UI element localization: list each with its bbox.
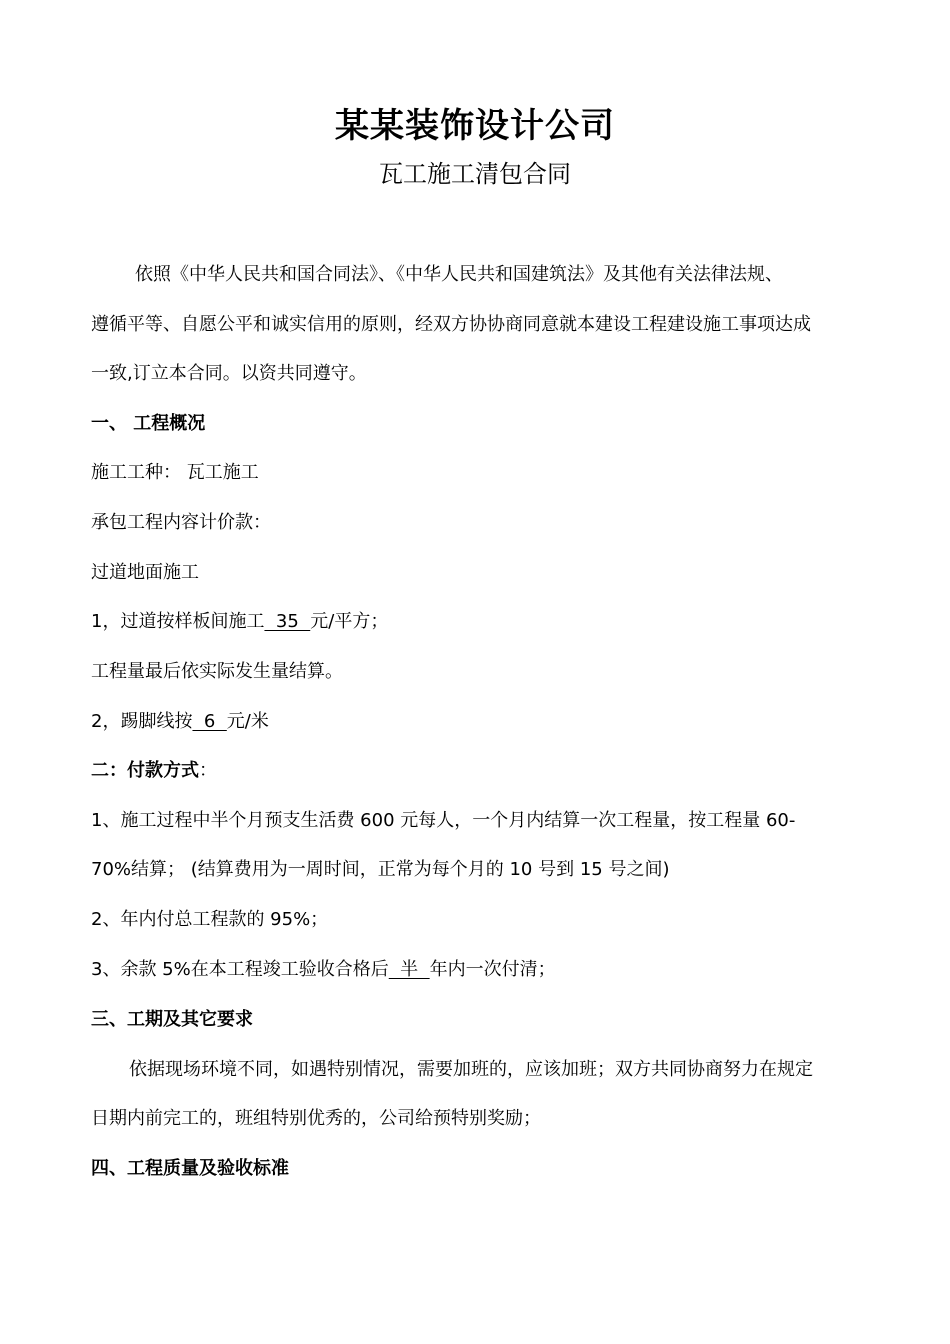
payment-item-3-prefix: 3、余款 5%在本工程竣工验收合格后 [91,959,389,980]
price-item-2-value: 6 [192,711,227,732]
section-1-heading: 一、 工程概况 [91,413,206,434]
schedule-line-2: 日期内前完工的，班组特别优秀的，公司给预特别奖励； [91,1108,541,1129]
intro-line-2: 遵循平等、自愿公平和诚实信用的原则，经双方协协商同意就本建设工程建设施工事项达成 [91,314,811,335]
corridor-label: 过道地面施工 [91,562,199,583]
company-title: 某某装饰设计公司 [335,106,615,146]
price-item-1-prefix: 1，过道按样板间施工 [91,611,265,632]
payment-item-3 [91,958,871,982]
contract-title: 瓦工施工清包合同 [379,160,571,188]
payment-item-1-line-2: 70%结算； (结算费用为一周时间，正常为每个月的 10 号到 15 号之间) [91,859,670,880]
price-item-2 [91,710,871,734]
work-type: 施工工种： 瓦工施工 [91,462,259,483]
section-2-heading-row [91,759,871,783]
section-3-heading: 三、工期及其它要求 [91,1009,253,1030]
payment-item-1-line-1: 1、施工过程中半个月预支生活费 600 元每人，一个月内结算一次工程量，按工程量 60- [91,810,796,831]
price-item-2-suffix: 元/米 [226,711,269,732]
payment-item-2: 2、年内付总工程款的 95%； [91,909,329,930]
section-2-heading: 二：付款方式 [91,760,199,781]
price-item-2-prefix: 2，踢脚线按 [91,711,193,732]
section-4-heading: 四、工程质量及验收标准 [91,1158,289,1179]
schedule-line-1: 依据现场环境不同，如遇特别情况，需要加班的，应该加班；双方共同协商努力在规定 [129,1059,813,1080]
price-item-1-suffix: 元/平方； [310,611,389,632]
intro-line-1: 依照《中华人民共和国合同法》、《中华人民共和国建筑法》及其他有关法律法规、 [135,264,783,285]
price-item-1 [91,610,871,634]
settlement-note: 工程量最后依实际发生量结算。 [91,661,343,682]
intro-line-3: 一致,订立本合同。以资共同遵守。 [91,363,367,384]
payment-item-3-suffix: 年内一次付清； [429,959,556,980]
pricing-label: 承包工程内容计价款： [91,512,271,533]
price-item-1-value: 35 [264,611,311,632]
section-2-heading-colon: ： [199,760,217,781]
payment-item-3-value: 半 [388,959,430,980]
